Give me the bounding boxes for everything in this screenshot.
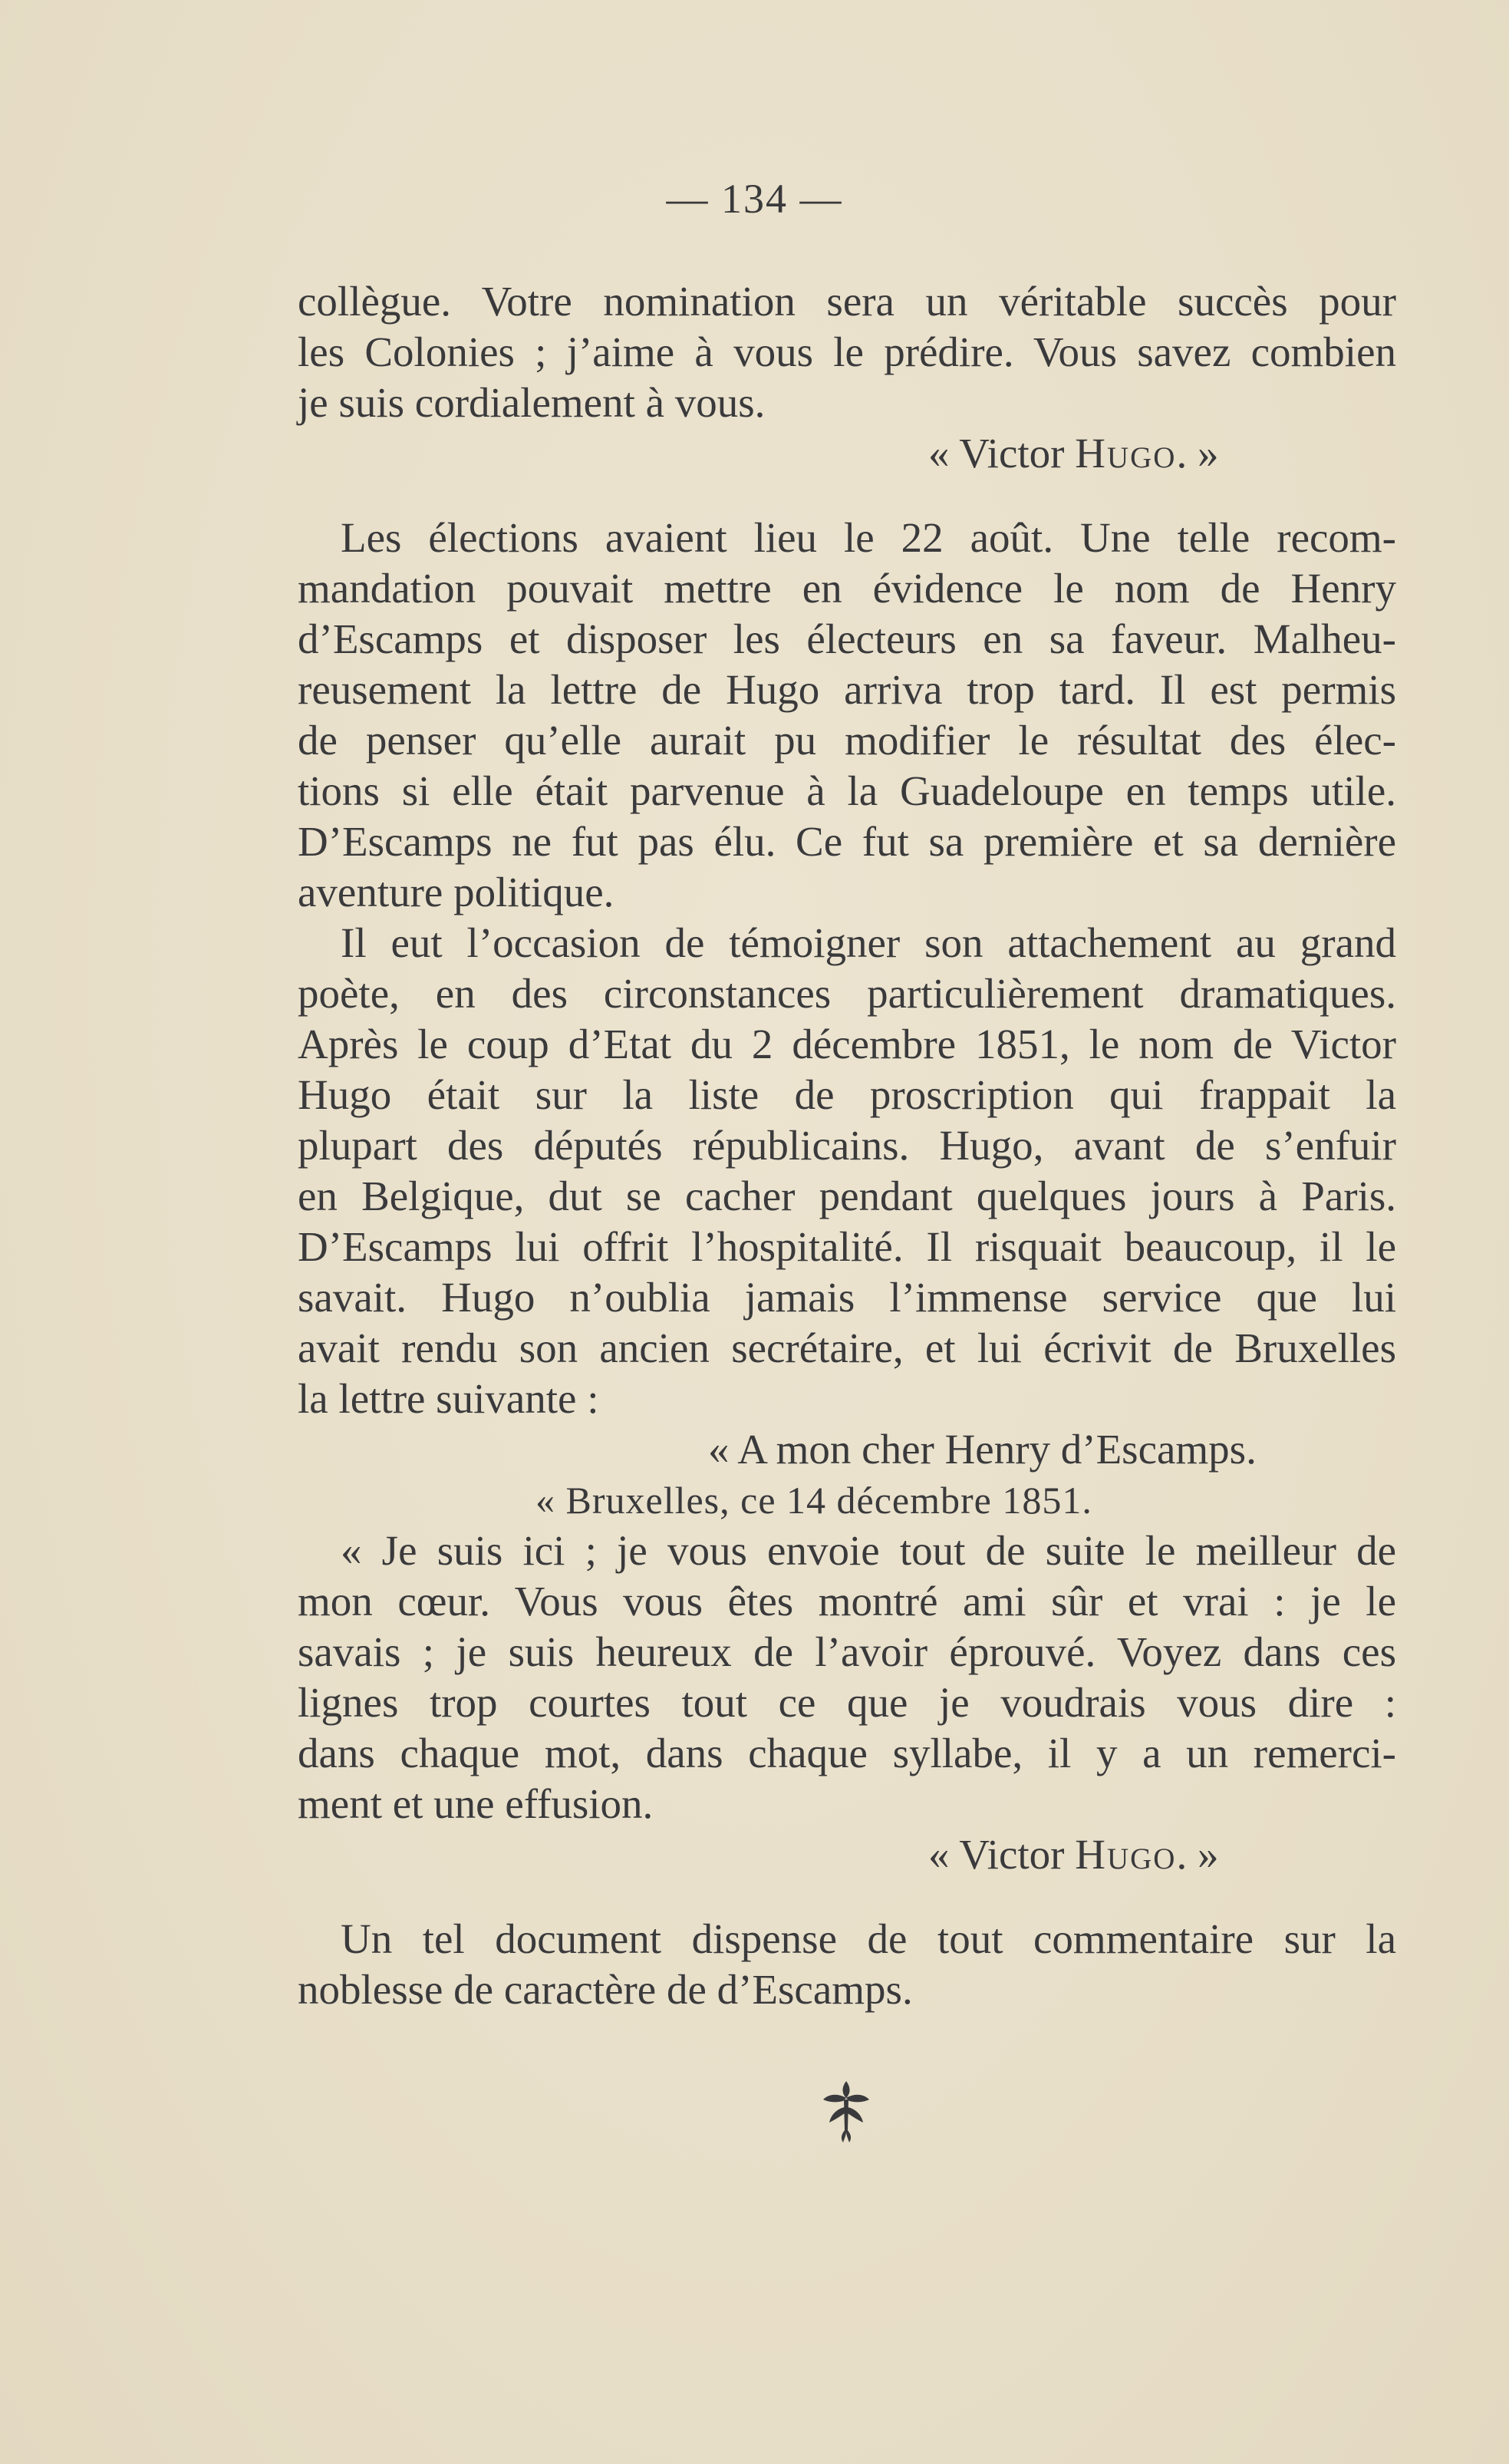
text-line: « Je suis ici ; je vous envoie tout de suite le meilleur de: [341, 1527, 1396, 1574]
text-line: Après le coup d’Etat du 2 décembre 1851, le nom de Victor: [298, 1021, 1396, 1067]
text-line: Hugo était sur la liste de proscription qui frappait la: [298, 1071, 1396, 1118]
text-line: savais ; je suis heureux de l’avoir éprouvé. Voyez dans ces: [298, 1628, 1396, 1675]
signature-name: Hugo: [1075, 430, 1177, 477]
text-line: tions si elle était parvenue à la Guadeloupe en temps utile.: [298, 767, 1396, 814]
text-line: Les élections avaient lieu le 22 août. Une telle recom-: [341, 514, 1396, 561]
text-line: les Colonies ; j’aime à vous le prédire. Vous savez combien: [298, 328, 1396, 375]
body-text: [298, 276, 1396, 2015]
text-line: ment et une effusion.: [298, 1780, 654, 1827]
text-line: noblesse de caractère de d’Escamps.: [298, 1966, 913, 2013]
text-line: la lettre suivante :: [298, 1375, 599, 1422]
signature-open: « Victor: [928, 430, 1076, 477]
signature-victor-hugo-2: [298, 1829, 1396, 1880]
text-line: Un tel document dispense de tout commentaire sur la: [341, 1915, 1396, 1962]
paragraph-3: [298, 918, 1396, 1424]
text-line: plupart des députés républicains. Hugo, avant de s’enfuir: [298, 1122, 1396, 1169]
page-number: — 134 —: [666, 176, 843, 222]
text-line: D’Escamps lui offrit l’hospitalité. Il risquait beaucoup, il le: [298, 1223, 1396, 1270]
paragraph-gap: [298, 1880, 1396, 1914]
paragraph-4: [298, 1914, 1396, 2015]
text-line: Il eut l’occasion de témoigner son attachement au grand: [341, 919, 1396, 966]
letter-date: « Bruxelles, ce 14 décembre 1851.: [535, 1479, 1092, 1522]
signature-close: . »: [1176, 1831, 1219, 1878]
text-line: d’Escamps et disposer les électeurs en sa faveur. Malheu-: [298, 615, 1396, 662]
paragraph-gap: [298, 479, 1396, 513]
text-line: mandation pouvait mettre en évidence le nom de Henry: [298, 565, 1396, 612]
text-line: en Belgique, dut se cacher pendant quelques jours à Paris.: [298, 1173, 1396, 1219]
signature-name: Hugo: [1075, 1831, 1177, 1878]
text-line: dans chaque mot, dans chaque syllabe, il y a un remerci-: [298, 1730, 1396, 1776]
text-line: poète, en des circonstances particulièrement dramatiques.: [298, 970, 1396, 1017]
quoted-letter: [298, 1424, 1396, 1829]
fleuron-icon: [815, 2076, 877, 2146]
text-line: reusement la lettre de Hugo arriva trop tard. Il est permis: [298, 666, 1396, 713]
signature-open: « Victor: [928, 1831, 1076, 1878]
text-line: aventure politique.: [298, 869, 614, 915]
text-line: de penser qu’elle aurait pu modifier le résultat des élec-: [298, 717, 1396, 764]
paragraph-2: [298, 513, 1396, 918]
signature-victor-hugo-1: [298, 428, 1396, 479]
text-line: je suis cordialement à vous.: [298, 379, 766, 426]
paragraph-1: [298, 276, 1396, 428]
text-line: mon cœur. Vous vous êtes montré ami sûr et vrai : je le: [298, 1578, 1396, 1625]
text-line: avait rendu son ancien secrétaire, et lui écrivit de Bruxelles: [298, 1324, 1396, 1371]
letter-address: « A mon cher Henry d’Escamps.: [708, 1426, 1257, 1473]
text-line: collègue. Votre nomination sera un véritable succès pour: [298, 278, 1396, 325]
text-line: D’Escamps ne fut pas élu. Ce fut sa première et sa dernière: [298, 818, 1396, 865]
text-line: lignes trop courtes tout ce que je voudrais vous dire :: [298, 1679, 1396, 1726]
signature-close: . »: [1176, 430, 1219, 477]
text-line: savait. Hugo n’oublia jamais l’immense service que lui: [298, 1274, 1396, 1321]
